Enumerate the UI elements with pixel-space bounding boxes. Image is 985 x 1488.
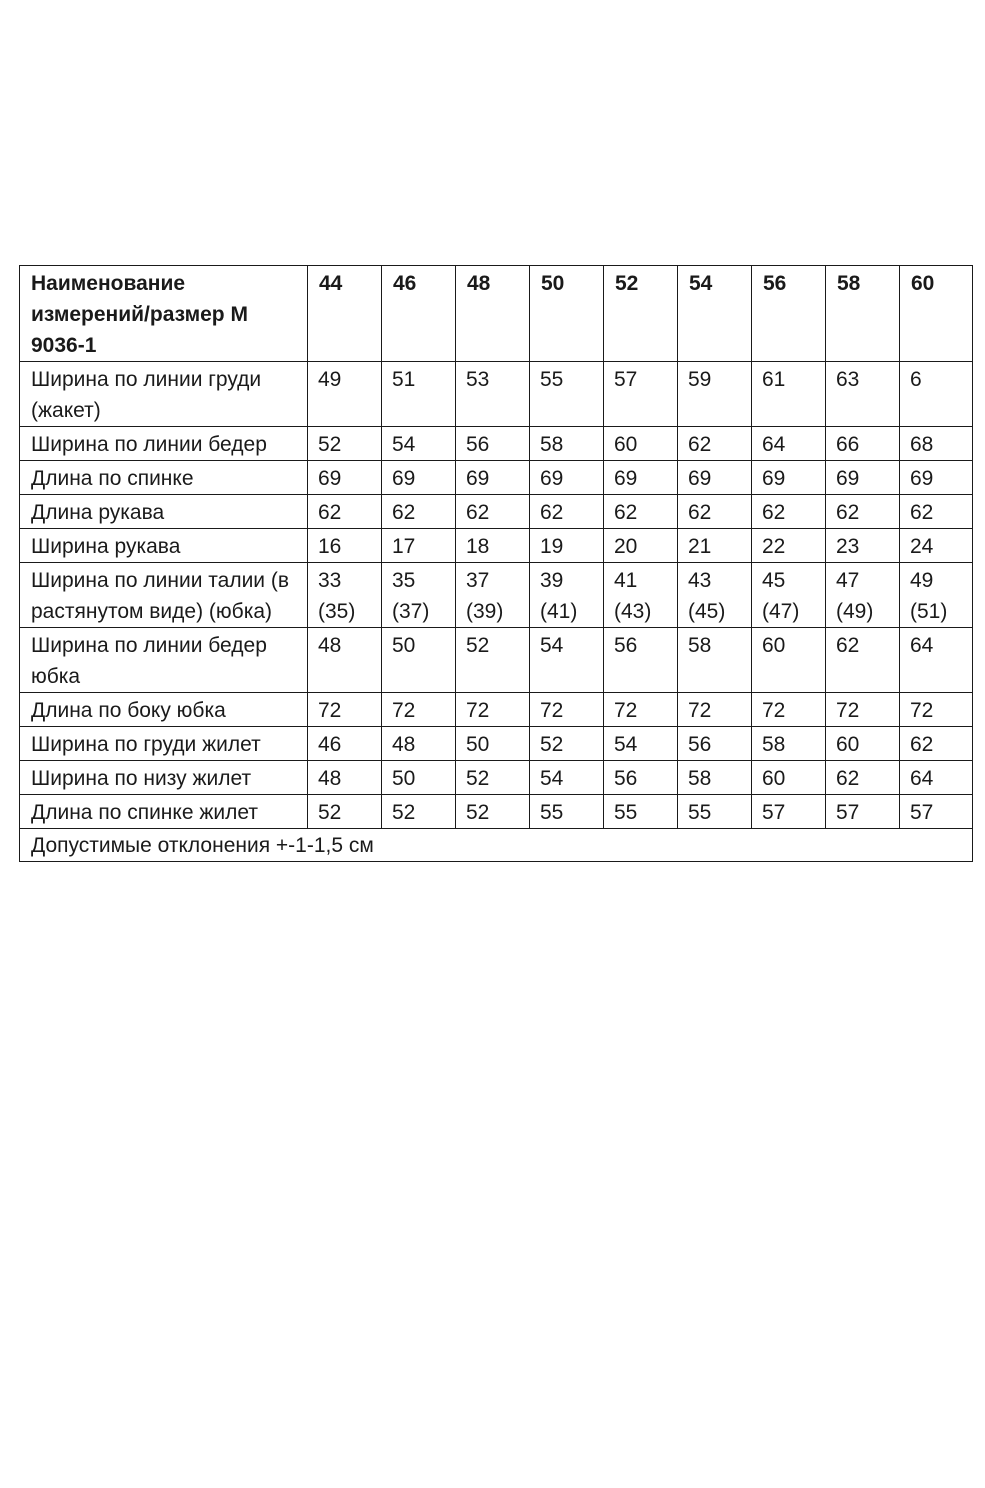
measurement-value: 24: [900, 529, 973, 563]
header-size-cell: 46: [382, 266, 456, 362]
measurement-value: 58: [678, 761, 752, 795]
table-row: [20, 362, 973, 427]
table-header: [20, 266, 973, 362]
measurement-value: 54: [382, 427, 456, 461]
measurement-value: 69: [826, 461, 900, 495]
measurement-value: 62: [826, 628, 900, 693]
measurement-value: 17: [382, 529, 456, 563]
measurement-value: 62: [752, 495, 826, 529]
measurement-value: 16: [308, 529, 382, 563]
table-row: [20, 761, 973, 795]
measurement-value: 62: [456, 495, 530, 529]
table-body: [20, 362, 973, 862]
table-row: [20, 461, 973, 495]
measurement-value: 62: [604, 495, 678, 529]
measurement-label: Ширина по низу жилет: [20, 761, 308, 795]
measurement-value: 69: [900, 461, 973, 495]
tolerance-note: Допустимые отклонения +-1-1,5 см: [20, 829, 973, 862]
measurement-value: 62: [678, 427, 752, 461]
measurement-value: 52: [530, 727, 604, 761]
measurement-value: 72: [382, 693, 456, 727]
measurement-value: 48: [308, 628, 382, 693]
measurement-value: 52: [456, 628, 530, 693]
measurement-value: 53: [456, 362, 530, 427]
measurement-value: 64: [900, 628, 973, 693]
measurement-value: 62: [826, 495, 900, 529]
measurement-label: Длина по спинке жилет: [20, 795, 308, 829]
measurement-value: 41 (43): [604, 563, 678, 628]
measurement-value: 52: [382, 795, 456, 829]
measurement-value: 56: [604, 628, 678, 693]
measurement-value: 54: [530, 628, 604, 693]
table-row: [20, 727, 973, 761]
measurement-value: 57: [604, 362, 678, 427]
measurement-value: 64: [752, 427, 826, 461]
measurement-label: Длина рукава: [20, 495, 308, 529]
measurement-value: 55: [678, 795, 752, 829]
measurement-value: 62: [826, 761, 900, 795]
measurement-value: 62: [900, 495, 973, 529]
header-size-cell: 48: [456, 266, 530, 362]
measurement-value: 60: [752, 761, 826, 795]
header-size-cell: 52: [604, 266, 678, 362]
table-row: [20, 529, 973, 563]
measurement-value: 60: [604, 427, 678, 461]
measurement-value: 62: [382, 495, 456, 529]
measurement-value: 56: [604, 761, 678, 795]
measurement-value: 19: [530, 529, 604, 563]
measurement-value: 18: [456, 529, 530, 563]
measurement-label: Ширина рукава: [20, 529, 308, 563]
measurement-value: 69: [678, 461, 752, 495]
measurement-value: 6: [900, 362, 973, 427]
header-size-cell: 58: [826, 266, 900, 362]
measurement-value: 54: [604, 727, 678, 761]
measurement-value: 68: [900, 427, 973, 461]
table-row: [20, 563, 973, 628]
measurement-value: 57: [826, 795, 900, 829]
measurement-value: 69: [456, 461, 530, 495]
measurement-value: 58: [752, 727, 826, 761]
measurement-value: 50: [382, 761, 456, 795]
measurement-value: 35 (37): [382, 563, 456, 628]
measurement-value: 72: [826, 693, 900, 727]
measurement-value: 20: [604, 529, 678, 563]
measurement-value: 66: [826, 427, 900, 461]
measurement-value: 37 (39): [456, 563, 530, 628]
measurement-value: 56: [678, 727, 752, 761]
measurement-value: 50: [456, 727, 530, 761]
measurement-value: 22: [752, 529, 826, 563]
measurement-value: 59: [678, 362, 752, 427]
table-row: [20, 427, 973, 461]
size-chart-table: [19, 265, 973, 862]
measurement-label: Ширина по линии бедер: [20, 427, 308, 461]
measurement-value: 56: [456, 427, 530, 461]
header-row: [20, 266, 973, 362]
measurement-value: 43 (45): [678, 563, 752, 628]
measurement-value: 23: [826, 529, 900, 563]
measurement-value: 48: [308, 761, 382, 795]
measurement-label: Ширина по линии груди (жакет): [20, 362, 308, 427]
footer-row: [20, 829, 973, 862]
measurement-value: 49 (51): [900, 563, 973, 628]
measurement-value: 64: [900, 761, 973, 795]
header-size-cell: 56: [752, 266, 826, 362]
measurement-value: 52: [456, 795, 530, 829]
measurement-value: 54: [530, 761, 604, 795]
measurement-value: 49: [308, 362, 382, 427]
header-size-cell: 54: [678, 266, 752, 362]
measurement-value: 69: [530, 461, 604, 495]
header-size-cell: 50: [530, 266, 604, 362]
measurement-value: 21: [678, 529, 752, 563]
measurement-value: 45 (47): [752, 563, 826, 628]
measurement-value: 55: [530, 362, 604, 427]
measurement-value: 72: [308, 693, 382, 727]
measurement-value: 62: [530, 495, 604, 529]
measurement-value: 58: [530, 427, 604, 461]
measurement-value: 48: [382, 727, 456, 761]
measurement-label: Ширина по линии бедер юбка: [20, 628, 308, 693]
measurement-value: 58: [678, 628, 752, 693]
measurement-value: 52: [308, 795, 382, 829]
measurement-value: 72: [900, 693, 973, 727]
measurement-value: 47 (49): [826, 563, 900, 628]
measurement-value: 69: [308, 461, 382, 495]
measurement-value: 63: [826, 362, 900, 427]
measurement-value: 55: [604, 795, 678, 829]
header-size-cell: 60: [900, 266, 973, 362]
measurement-value: 46: [308, 727, 382, 761]
measurement-value: 62: [678, 495, 752, 529]
measurement-value: 69: [604, 461, 678, 495]
measurement-value: 61: [752, 362, 826, 427]
measurement-value: 72: [752, 693, 826, 727]
table-row: [20, 628, 973, 693]
measurement-value: 51: [382, 362, 456, 427]
table-row: [20, 693, 973, 727]
measurement-value: 69: [382, 461, 456, 495]
measurement-value: 62: [308, 495, 382, 529]
measurement-value: 57: [900, 795, 973, 829]
measurement-value: 60: [752, 628, 826, 693]
measurement-value: 72: [456, 693, 530, 727]
table-row: [20, 495, 973, 529]
measurement-value: 57: [752, 795, 826, 829]
measurement-value: 50: [382, 628, 456, 693]
measurement-label: Длина по спинке: [20, 461, 308, 495]
measurement-value: 52: [308, 427, 382, 461]
measurement-value: 55: [530, 795, 604, 829]
measurement-value: 52: [456, 761, 530, 795]
measurement-value: 69: [752, 461, 826, 495]
measurement-value: 39 (41): [530, 563, 604, 628]
measurement-value: 62: [900, 727, 973, 761]
header-label-cell: Наименование измерений/размер М 9036-1: [20, 266, 308, 362]
measurement-value: 72: [530, 693, 604, 727]
measurement-label: Ширина по линии талии (в растянутом виде) (юбка): [20, 563, 308, 628]
measurement-value: 72: [604, 693, 678, 727]
measurement-value: 60: [826, 727, 900, 761]
measurement-value: 72: [678, 693, 752, 727]
measurement-value: 33 (35): [308, 563, 382, 628]
table-row: [20, 795, 973, 829]
measurement-label: Ширина по груди жилет: [20, 727, 308, 761]
measurement-label: Длина по боку юбка: [20, 693, 308, 727]
header-size-cell: 44: [308, 266, 382, 362]
